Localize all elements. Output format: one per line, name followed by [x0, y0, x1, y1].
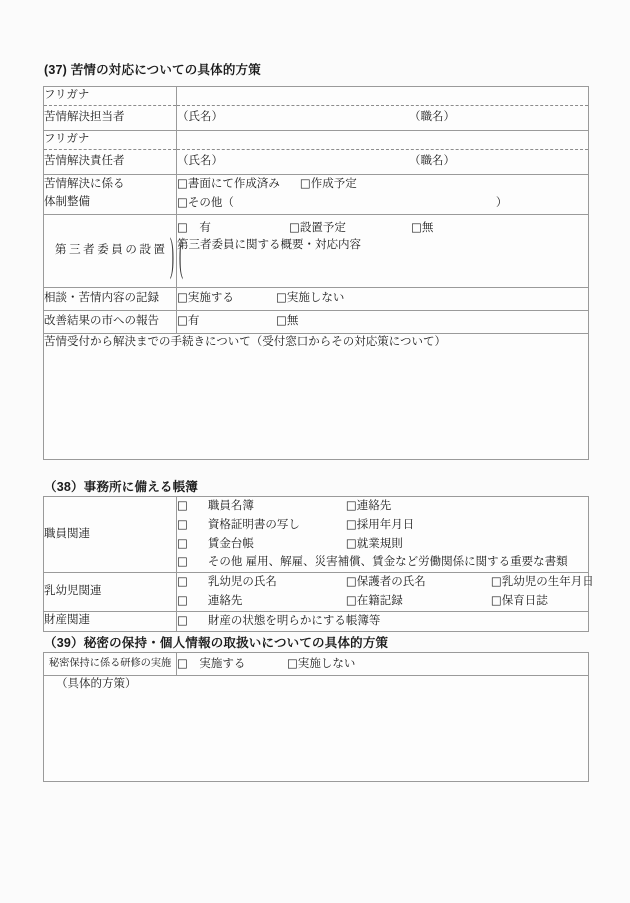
checkbox-ledger-item[interactable]: □乳幼児の生年月日 [490, 574, 594, 589]
system-development-options [177, 174, 589, 214]
checkbox-record-no[interactable]: □実施しない [276, 290, 345, 305]
checkbox-ledger-item[interactable]: □就業規則 [345, 535, 403, 550]
ledger-item-line [177, 516, 588, 535]
checkbox-ledger-item[interactable]: □在籍記録 [345, 593, 403, 608]
ledger-item-label: 乳幼児の氏名 [207, 576, 277, 589]
table-row-furigana-handler [44, 87, 589, 106]
checkbox-ledger-item[interactable]: □連絡先 [345, 498, 392, 512]
table-row-specific-measures [44, 676, 589, 782]
ledger-item-label: 職員名簿 [207, 500, 254, 512]
checkbox-icon[interactable]: □ [177, 612, 188, 627]
checkbox-committee-yes[interactable]: □ 有 [177, 219, 211, 234]
procedure-prompt-label: 苦情受付から解決までの手続きについて（受付窓口からその対応策について） [44, 335, 447, 348]
confidentiality-training-options [177, 653, 589, 676]
ledger-item-label: 賃金台帳 [207, 537, 254, 550]
complaint-handler-value[interactable] [177, 105, 589, 130]
table-row-third-party-committee [44, 214, 589, 287]
furigana-value-manager[interactable] [177, 130, 589, 149]
ledger-category-label: 財産関連 [44, 611, 177, 631]
table-row-confidentiality-training [44, 653, 589, 676]
handler-title-field: （職名） [409, 110, 455, 123]
improvement-report-options [177, 310, 589, 333]
consultation-record-options [177, 287, 589, 310]
checkbox-ledger-item[interactable]: □保護者の氏名 [345, 574, 426, 589]
confidentiality-training-label: 秘密保持に係る研修の実施 [44, 653, 177, 676]
table-row-manager [44, 149, 589, 174]
table-row-handler [44, 105, 589, 130]
checkbox-committee-no[interactable]: □無 [411, 219, 434, 234]
checkbox-icon[interactable]: □ [177, 535, 188, 550]
furigana-label-handler: フリガナ [44, 87, 177, 106]
table-row-furigana-manager [44, 130, 589, 149]
checkbox-icon[interactable]: □ [177, 593, 188, 608]
table-row [44, 497, 589, 573]
table-row [44, 611, 589, 631]
system-development-label [44, 174, 177, 214]
ledger-item-line [177, 535, 588, 554]
table-row-procedure [44, 333, 589, 459]
checkbox-other[interactable]: □その他（ [177, 195, 234, 210]
section-37-heading: (37) 苦情の対応についての具体的方策 [44, 63, 261, 77]
furigana-value-handler[interactable] [177, 87, 589, 106]
other-paren-close: ） [495, 197, 508, 210]
specific-measures-free-text-area[interactable] [44, 676, 589, 782]
ledger-item-line [177, 497, 588, 516]
complaint-manager-value[interactable] [177, 149, 589, 174]
section-38-table [43, 496, 594, 632]
third-party-option-row [177, 219, 588, 238]
checkbox-ledger-item[interactable]: □保育日誌 [490, 593, 548, 608]
section-39-heading: （39）秘密の保持・個人情報の取扱いについての具体的方策 [44, 636, 389, 650]
system-development-label-line1: 苦情解決に係る [44, 178, 125, 191]
table-row-consultation-record [44, 287, 589, 310]
ledger-items [177, 497, 589, 573]
report-option-row [177, 312, 588, 331]
checkbox-training-no[interactable]: □実施しない [287, 655, 356, 670]
checkbox-icon[interactable]: □ [177, 574, 188, 589]
checkbox-committee-planned[interactable]: □設置予定 [289, 219, 346, 234]
checkbox-ledger-item[interactable]: □採用年月日 [345, 516, 415, 531]
system-option-row-2 [177, 194, 588, 213]
checkbox-icon[interactable]: □ [177, 516, 188, 531]
manager-title-field: （職名） [409, 154, 455, 167]
checkbox-icon[interactable]: □ [177, 498, 188, 512]
third-party-note-label: 第三者委員に関する概要・対応内容 [177, 239, 361, 252]
specific-measures-label: （具体的方策） [56, 678, 137, 690]
section-39-table [43, 652, 589, 782]
handler-name-field: （氏名） [177, 110, 223, 123]
ledger-item-label: 連絡先 [207, 595, 243, 608]
ledger-item-label: 財産の状態を明らかにする帳簿等 [207, 614, 381, 627]
checkbox-to-be-prepared[interactable]: □作成予定 [299, 176, 357, 191]
system-development-label-line2: 体制整備 [44, 196, 90, 209]
ledger-item-label: その他 雇用、解雇、災害補償、賃金など労働関係に関する重要な書類 [207, 556, 568, 569]
third-party-committee-value [169, 214, 589, 287]
checkbox-record-yes[interactable]: □実施する [177, 290, 234, 305]
record-option-row [177, 289, 588, 308]
procedure-free-text-area[interactable] [44, 333, 589, 459]
ledger-items [177, 573, 594, 612]
ledger-item-line [177, 553, 588, 572]
ledger-category-label: 乳幼児関連 [44, 573, 177, 612]
system-option-row-1 [177, 175, 588, 194]
ledger-items [177, 611, 589, 631]
table-row-system-development [44, 174, 589, 214]
manager-name-field: （氏名） [177, 154, 223, 167]
checkbox-training-yes[interactable]: □ 実施する [177, 655, 246, 670]
checkbox-report-no[interactable]: □無 [276, 313, 299, 328]
ledger-item-line [177, 573, 594, 592]
complaint-handler-label: 苦情解決担当者 [44, 105, 177, 130]
third-party-committee-label-text: 第三者委員の設置 [55, 243, 165, 256]
checkbox-report-yes[interactable]: □有 [177, 313, 200, 328]
bracket-open-icon: ( [178, 226, 184, 282]
improvement-report-label: 改善結果の市への報告 [44, 310, 177, 333]
furigana-label-manager: フリガナ [44, 130, 177, 149]
checkbox-document-prepared[interactable]: □書面にて作成済み [177, 176, 280, 191]
bracket-close-icon: ) [169, 226, 175, 282]
table-row [44, 573, 589, 612]
ledger-item-label: 資格証明書の写し [207, 518, 300, 531]
ledger-item-line [177, 592, 588, 611]
section-38-heading: （38）事務所に備える帳簿 [44, 480, 199, 494]
ledger-item-line [177, 612, 588, 631]
third-party-committee-label [44, 214, 177, 287]
checkbox-icon[interactable]: □ [177, 554, 188, 569]
training-option-row [177, 655, 588, 674]
ledger-category-label: 職員関連 [44, 497, 177, 573]
consultation-record-label: 相談・苦情内容の記録 [44, 287, 177, 310]
complaint-manager-label: 苦情解決責任者 [44, 149, 177, 174]
section-37-table [43, 86, 589, 460]
table-row-improvement-report [44, 310, 589, 333]
